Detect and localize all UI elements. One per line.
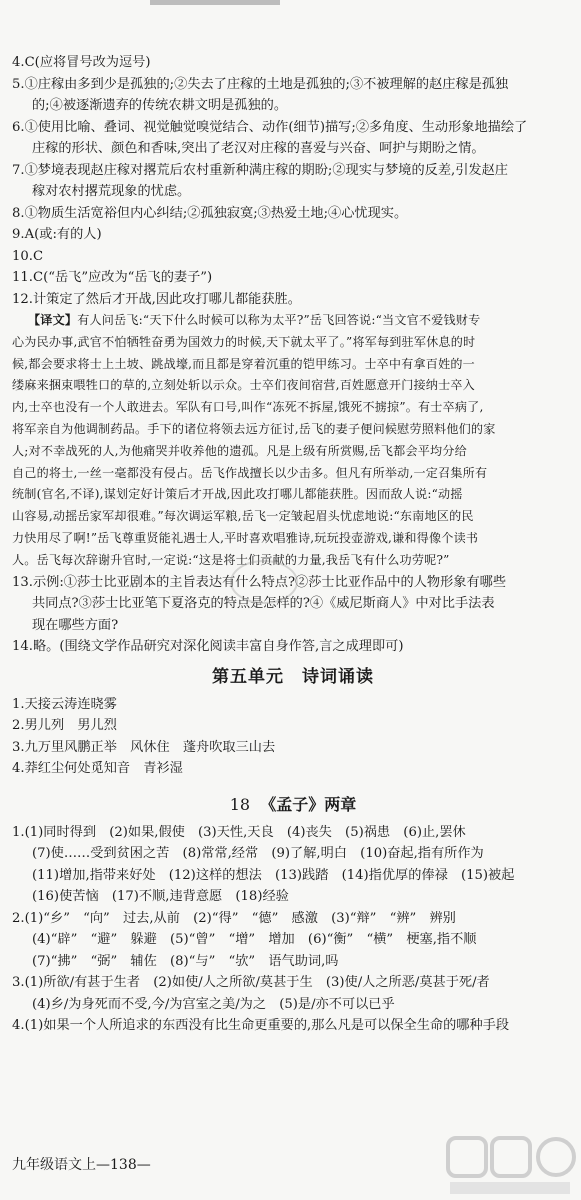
translation-line: 山容易,动摇岳家军却很难。”每次调运军粮,岳飞一定皱起眉头忧虑地说:“东南地区的民 [12,509,474,524]
answer-line: (4)“辟” “避” 躲避 (5)“曾” “增” 增加 (6)“衡” “横” 梗塞,指不顺 [32,932,477,948]
answer-line: 3.九万里风鹏正举 风休住 蓬舟吹取三山去 [12,739,276,755]
answer-line: 13.示例:①莎士比亚剧本的主旨表达有什么特点?②莎士比亚作品中的人物形象有哪些 [12,574,507,590]
unit-title: 第五单元 诗词诵读 [212,666,374,687]
answer-line: 4.莽红尘何处觅知音 青衫湿 [12,761,183,777]
answer-line: 1.天接云涛连晓雾 [12,696,117,712]
translation-block [12,310,574,572]
answer-line: 现在哪些方面? [32,617,119,633]
translation-line: 【译文】有人问岳飞:“天下什么时候可以称为太平?”岳飞回答说:“当文官不爱钱财专 [28,313,481,327]
translation-line: 缕麻来捆束喂牲口的草的,立刻处斩以示众。士卒们夜间宿营,百姓愿意开门接纳士卒入 [12,378,475,393]
top-rule [150,0,280,5]
page-footer: 九年级语文上—138— [12,1157,151,1173]
translation-line: 内,士卒也没有一个人敢进去。军队有口号,叫作“冻死不拆屋,饿死不掳掠”。有士卒病了, [12,400,484,415]
answer-line: 7.①梦境表现赵庄稼对撂荒后农村重新种满庄稼的期盼;②现实与梦境的反差,引发赵庄 [12,162,508,178]
answer-line: 庄稼的形状、颜色和香味,突出了老汉对庄稼的喜爱与兴奋、呵护与期盼之情。 [32,141,485,156]
answer-line: 5.①庄稼由多到少是孤独的;②失去了庄稼的土地是孤独的;③不被理解的赵庄稼是孤独 [12,76,509,92]
answers-top-section [12,52,574,310]
translation-tag: 【译文】 [28,313,78,327]
translation-line: 心为民办事,武官不怕牺牲奋勇为国效力的时候,天下就太平了。”将军每到驻军休息的时 [12,334,476,349]
answer-line: (7)使……受到贫困之苦 (8)常常,经常 (9)了解,明白 (10)奋起,指有所作为 [32,846,484,862]
answer-line: (11)增加,指带来好处 (12)这样的想法 (13)践踏 (14)指优厚的俸禄 (15)被起 [32,867,515,883]
translation-line: 人。岳飞每次辞谢升官时,一定说:“这是将士们贡献的力量,我岳飞有什么功劳呢?” [12,552,450,567]
translation-line: 候,都会要求将士上土坡、跳战壕,而且都是穿着沉重的铠甲练习。士卒中有拿百姓的一 [12,356,475,371]
unit-answers-section [12,694,574,780]
watermark-stamp [230,560,298,604]
answer-line: 1.(1)同时得到 (2)如果,假使 (3)天性,天良 (4)丧失 (5)祸患 (6)止,罢休 [12,824,466,840]
answer-line: 共同点?③莎士比亚笔下夏洛克的特点是怎样的?④《威尼斯商人》中对比手法表 [32,596,495,612]
answer-line: 的;④被逐渐遗弃的传统农耕文明是孤独的。 [32,98,288,113]
translation-line: 人;对不幸战死的人,为他痛哭并收养他的遗孤。凡是上级有所赏赐,岳飞都会平均分给 [12,443,467,458]
answer-line: 8.①物质生活宽裕但内心纠结;②孤独寂寞;③热爱土地;④心忧现实。 [12,205,408,221]
chapter-number: 18 [229,794,251,814]
answer-line: 14.略。(围绕文学作品研究对深化阅读丰富自身作答,言之成理即可) [12,639,404,655]
answer-line: (7)“拂” “弼” 辅佐 (8)“与” “欤” 语气助词,吗 [32,953,339,969]
answer-line: 稼对农村撂荒现象的忧虑。 [32,184,191,199]
answer-line: (16)使苦恼 (17)不顺,违背意愿 (18)经验 [32,889,289,905]
watermark-logo [440,1130,580,1200]
answer-line: 12.计策定了然后才开战,因此攻打哪儿都能获胜。 [12,291,301,307]
answer-line: 2.男儿列 男儿烈 [12,718,117,734]
translation-line: 将军亲自为他调制药品。手下的诸位将领去远方征讨,岳飞的妻子便问候慰劳照料他们的家 [12,421,496,436]
chapter-answers-section [12,822,574,1037]
page-content [12,52,574,1037]
answer-line: 4.(1)如果一个人所追求的东西没有比生命更重要的,那么凡是可以保全生命的哪种手段 [12,1018,510,1034]
answer-line: (4)乡/为身死而不受,今/为宫室之美/为之 (5)是/亦不可以已乎 [32,996,395,1012]
answer-line: 11.C(“岳飞”应改为“岳飞的妻子”) [12,270,213,285]
answer-line: 6.①使用比喻、叠词、视觉触觉嗅觉结合、动作(细节)描写;②多角度、生动形象地描绘了 [12,119,528,135]
translation-line: 自己的将士,一丝一毫都没有侵占。岳飞作战擅长以少击多。但凡有所举动,一定召集所有 [12,465,488,480]
answer-line: 4.C(应将冒号改为逗号) [12,55,151,70]
translation-line: 力快用尽了啊!”岳飞尊重贤能礼遇士人,平时喜欢唱雅诗,玩玩投壶游戏,谦和得像个读书 [12,530,479,545]
answer-line: 9.A(或:有的人) [12,227,102,242]
answer-line: 3.(1)所欲/有甚于生者 (2)如使/人之所欲/莫甚于生 (3)使/人之所恶/莫甚于死/者 [12,975,490,991]
chapter-title [12,790,574,820]
chapter-name: 《孟子》两章 [260,794,357,814]
translation-line: 统制(官名,不译),谋划定好计策后才开战,因此攻打哪儿都能获胜。因而敌人说:“动摇 [12,487,463,502]
answer-line: 2.(1)“乡” “向” 过去,从前 (2)“得” “德” 感激 (3)“辩” “辨” 辨别 [12,910,456,926]
answer-line: 10.C [12,248,44,264]
